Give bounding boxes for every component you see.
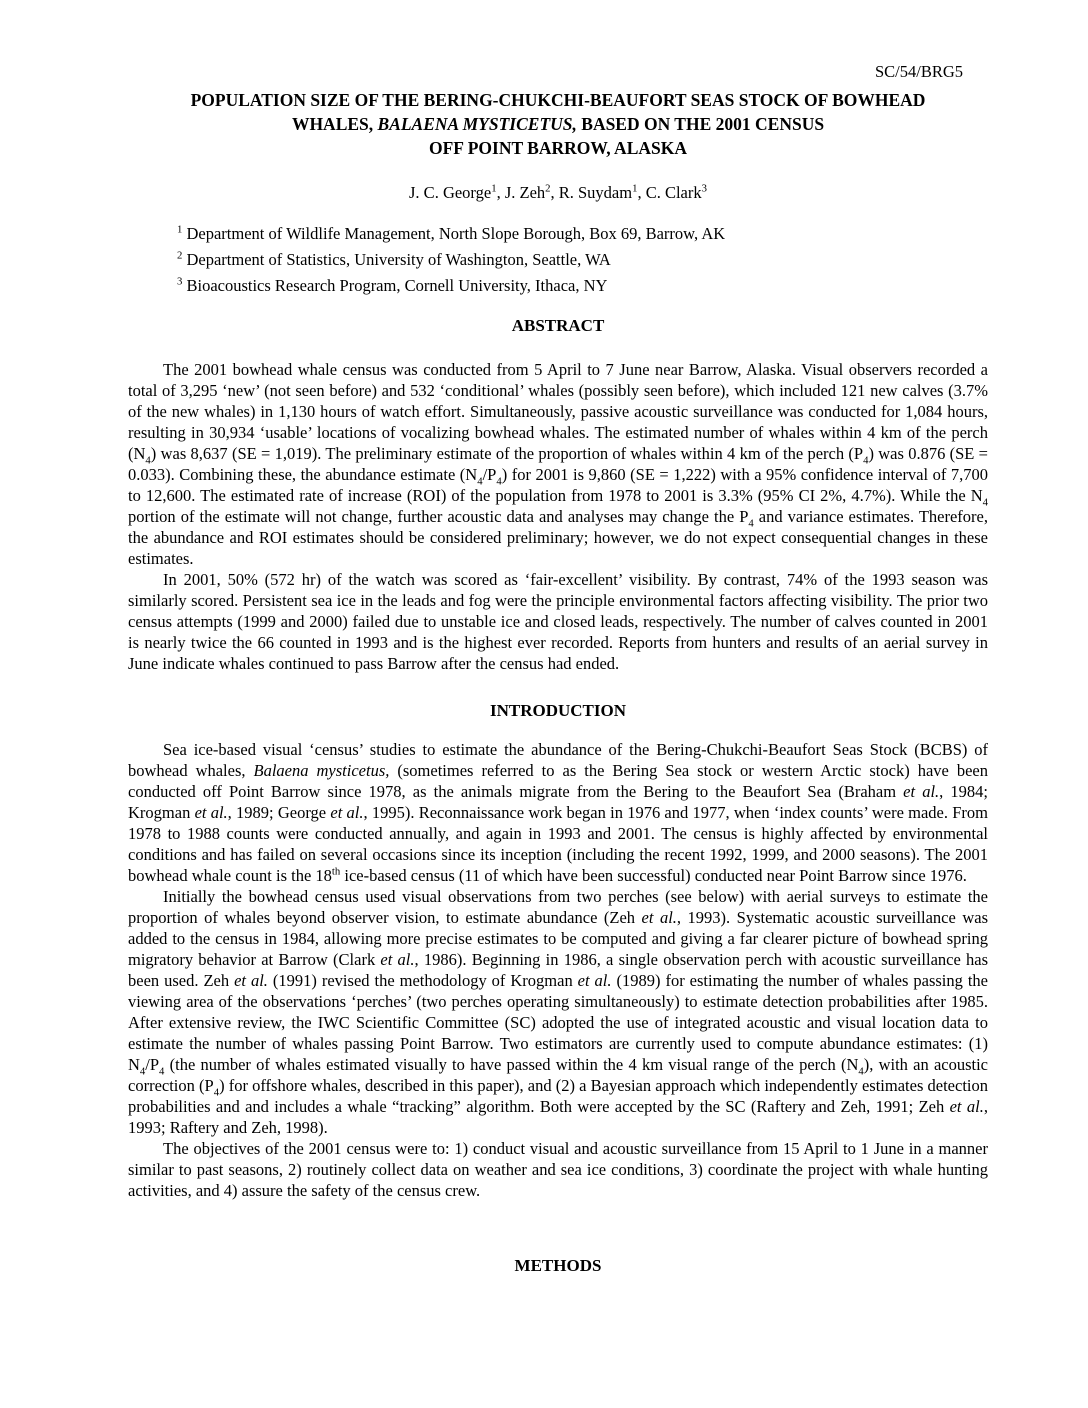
introduction-paragraph-2: Initially the bowhead census used visual observations from two perches (see below) with aerial surveys to estimate the proportion of whales beyond observer vision, to estimate abundance (Zeh et al., 1993). Systematic acoustic surveillance was added to the census in 1984, allowing more precise estimates to be computed and giving a far clearer picture of bowhead spring migratory behavior at Barrow (Clark et al., 1986). Beginning in 1986, a single observation perch with acoustic surveillance has been used. Zeh et al. (1991) revised the methodology of Krogman et al. (1989) for estimating the number of whales passing the viewing area of the observations ‘perches’ (two perches operating simultaneously) to estimate detection probabilities after 1985. After extensive review, the IWC Scientific Committee (SC) adopted the use of integrated acoustic and visual location data to estimate the number of whales passing Point Barrow. Two estimators are currently used to compute abundance estimates: (1) $N_4/P_4$ (the number of whales estimated visually to have passed within the 4 km visual range of the perch $(N_4)$, with an acoustic correction $(P_4)$ for offshore whales, described in this paper), and (2) a Bayesian approach which independently estimates detection probabilities and and includes a whale “tracking” algorithm. Both were accepted by the SC (Raftery and Zeh, 1991; Zeh et al., 1993; Raftery and Zeh, 1998).	[128, 887, 989, 1137]
section-heading-introduction: INTRODUCTION	[489, 701, 627, 720]
section-heading-methods: METHODS	[514, 1256, 602, 1275]
abstract-paragraph-1: The 2001 bowhead whale census was conducted from 5 April to 7 June near Barrow, Alaska. Visual observers recorded a total of 3,295 ‘new’ (not seen before) and 532 ‘conditional’ whales (possibly seen before), which included 121 new calves (3.7% of the new whales) in 1,130 hours of watch effort. Simultaneously, passive acoustic surveillance was conducted for 1,084 hours, resulting in 30,934 ‘usable’ locations of vocalizing bowhead whales. The estimated number of whales within 4 km of the perch $(N_4)$ was 8,637 (SE = 1,019). The preliminary estimate of the proportion of whales within 4 km of the perch $(P_4)$ was 0.876 (SE = 0.033). Combining these, the abundance estimate $(N_4/P_4)$ for 2001 is 9,860 (SE = 1,222) with a 95% confidence interval of 7,700 to 12,600. The estimated rate of increase (ROI) of the population from 1978 to 2001 is 3.3% (95% CI 2%, 4.7%). While the $N_4$ portion of the estimate will not change, further acoustic data and analyses may change the $P_4$ and variance estimates. Therefore, the abundance and ROI estimates should be considered preliminary; however, we do not expect consequential changes in these estimates.	[128, 360, 988, 568]
introduction-paragraph-1: Sea ice-based visual ‘census’ studies to estimate the abundance of the Bering-Chukchi-Beaufort Seas Stock (BCBS) of bowhead whales, Balaena mysticetus, (sometimes referred to as the Bering Sea stock or western Arctic stock) have been conducted off Point Barrow since 1978, as the animals migrate from the Bering to the Beaufort Sea (Braham et al., 1984; Krogman et al., 1989; George et al., 1995). Reconnaissance work began in 1976 and 1977, when ‘index counts’ were made. From 1978 to 1988 counts were conducted annually, and again in 1993 and 2001. The census is highly affected by environmental conditions and has failed on several occasions since its inception (including the recent 1992, 1999, and 2000 seasons). The 2001 bowhead whale count is the 18th ice-based census (11 of which have been successful) conducted near Point Barrow since 1976.	[128, 740, 988, 885]
affiliation-item-3: $^3$ Bioacoustics Research Program, Cornell University, Ithaca, NY	[177, 275, 608, 295]
affiliation-item-2: $^2$ Department of Statistics, University of Washington, Seattle, WA	[177, 249, 611, 269]
authors-line: J. C. George$^1$, J. Zeh$^2$, R. Suydam$^1$, C. Clark$^3$	[409, 182, 707, 202]
page-content	[128, 0, 988, 1277]
title-line-1: POPULATION SIZE OF THE BERING-CHUKCHI-BEAUFORT SEAS STOCK OF BOWHEAD	[190, 90, 926, 110]
title-line-3: OFF POINT BARROW, ALASKA	[428, 138, 687, 158]
introduction-paragraph-3: The objectives of the 2001 census were to: 1) conduct visual and acoustic surveillance from 15 April to 1 June in a manner similar to past seasons, 2) routinely collect data on weather and sea ice conditions, 3) coordinate the project with whale hunting activities, and 4) assure the safety of the census crew.	[128, 1139, 988, 1200]
title-line-2: WHALES, BALAENA MYSTICETUS, BASED ON THE 2001 CENSUS	[291, 114, 825, 134]
doc-number: SC/54/BRG5	[874, 62, 963, 81]
abstract-paragraph-2: In 2001, 50% (572 hr) of the watch was scored as ‘fair-excellent’ visibility. By contrast, 74% of the 1993 season was similarly scored. Persistent sea ice in the leads and fog were the principle environmental factors affecting visibility. The prior two census attempts (1999 and 2000) failed due to unstable ice and closed leads, respectively. The number of calves counted in 2001 is nearly twice the 66 counted in 1993 and is the highest ever recorded. Reports from hunters and results of an aerial survey in June indicate whales continued to pass Barrow after the census had ended.	[128, 570, 988, 673]
paper-title	[128, 88, 988, 160]
affiliation-item-1: $^1$ Department of Wildlife Management, North Slope Borough, Box 69, Barrow, AK	[177, 223, 726, 243]
affiliations-list	[128, 221, 988, 299]
section-heading-abstract: ABSTRACT	[511, 316, 605, 335]
